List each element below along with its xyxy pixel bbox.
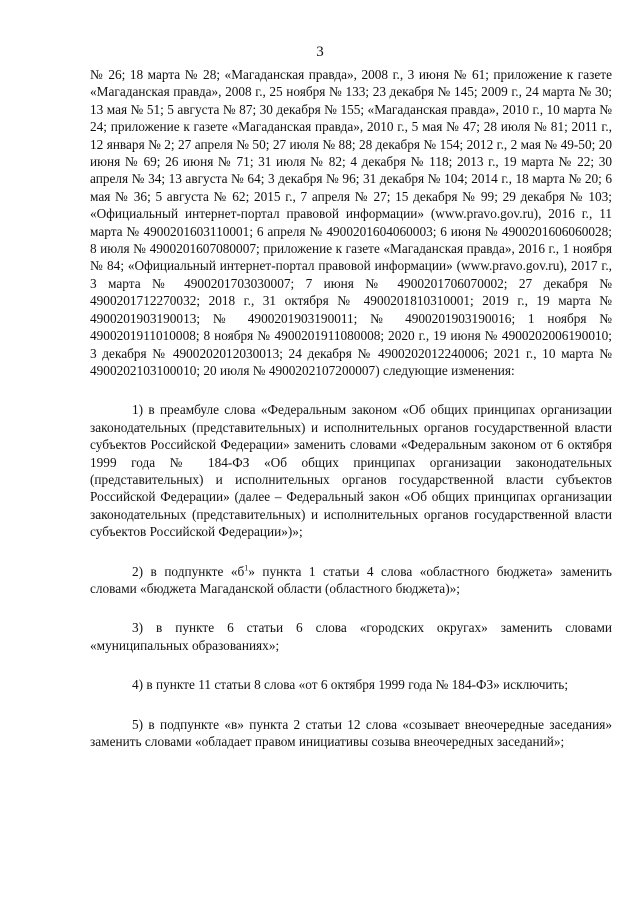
amendment-item-2-text: » пункта 1 статьи 4 слова «областного бюджета» заменить словами «бюджета Магаданской области (областного бюджета)»; [90, 563, 612, 596]
amendment-item-2-prefix: 2) в подпункте «б [132, 563, 245, 579]
amendment-item-4: 4) в пункте 11 статьи 8 слова «от 6 октября 1999 года № 184-ФЗ» исключить; [132, 677, 569, 693]
superscript-index: 1 [244, 563, 249, 573]
amendment-item-2 [90, 563, 612, 598]
amendment-item-3: 3) в пункте 6 статьи 6 слова «городских округах» заменить словами «муниципальных образованиях»; [90, 620, 612, 653]
amendment-item-5: 5) в подпункте «в» пункта 2 статьи 12 слова «созывает внеочередные заседания» заменить словами «обладает правом инициативы созыва внеочередных заседаний»; [90, 716, 612, 749]
document-body [90, 66, 612, 772]
page-number: 3 [316, 44, 324, 60]
amendment-item-1: 1) в преамбуле слова «Федеральным законом «Об общих принципах организации законодательных (представительных) и исполнительных органов государственной власти субъектов Российской Федерации» заменить словами «Федеральным законом от 6 октября 1999 года № 184-ФЗ «Об общих принципах организации законодательных (представительных) и исполнительных органов государственной власти субъектов Российской Федерации» (далее – Федеральный закон «Об общих принципах организации законодательных (представительных) и исполнительных органов государственной власти субъектов Российской Федерации»)»; [90, 402, 612, 540]
intro-paragraph: № 26; 18 марта № 28; «Магаданская правда», 2008 г., 3 июня № 61; приложение к газете «Магаданская правда», 2008 г., 25 ноября № 133; 23 декабря № 145; 2009 г., 24 марта № 30; 13 мая № 51; 5 августа № 87; 30 декабря № 155; «Магаданская правда», 2010 г., 10 марта № 24; приложение к газете «Магаданская правда», 2010 г., 5 мая № 47; 28 июля № 81; 2011 г., 12 января № 2; 27 апреля № 50; 27 июля № 88; 28 декабря № 154; 2012 г., 2 мая № 49-50; 20 июня № 69; 26 июня № 71; 31 июля № 82; 4 декабря № 118; 2013 г., 19 марта № 22; 30 апреля № 34; 13 августа № 64; 3 декабря № 96; 31 декабря № 104; 2014 г., 18 марта № 20; 6 мая № 36; 5 августа № 62; 2015 г., 7 апреля № 27; 15 декабря № 99; 29 декабря № 103; «Официальный интернет-портал правовой информации» (www.pravo.gov.ru), 2016 г., 11 марта № 4900201603110001; 6 апреля № 4900201604060003; 6 июня № 4900201606060028; 8 июля № 4900201607080007; приложение к газете «Магаданская правда», 2016 г., 1 ноября № 84; «Официальный интернет-портал правовой информации» (www.pravo.gov.ru), 2017 г., 3 марта № 4900201703030007; 7 июня № 4900201706070002; 27 декабря № 4900201712270032; 2018 г., 31 октября № 4900201810310001; 2019 г., 19 марта № 4900201903190013; № 4900201903190011; № 4900201903190016; 1 ноября № 4900201911010008; 8 ноября № 4900201911080008; 2020 г., 19 июня № 4900202006190010; 3 декабря № 4900202012030013; 24 декабря № 4900202012240006; 2021 г., 10 марта № 4900202103100010; 20 июля № 4900202107200007) следующие изменения: [90, 67, 612, 378]
